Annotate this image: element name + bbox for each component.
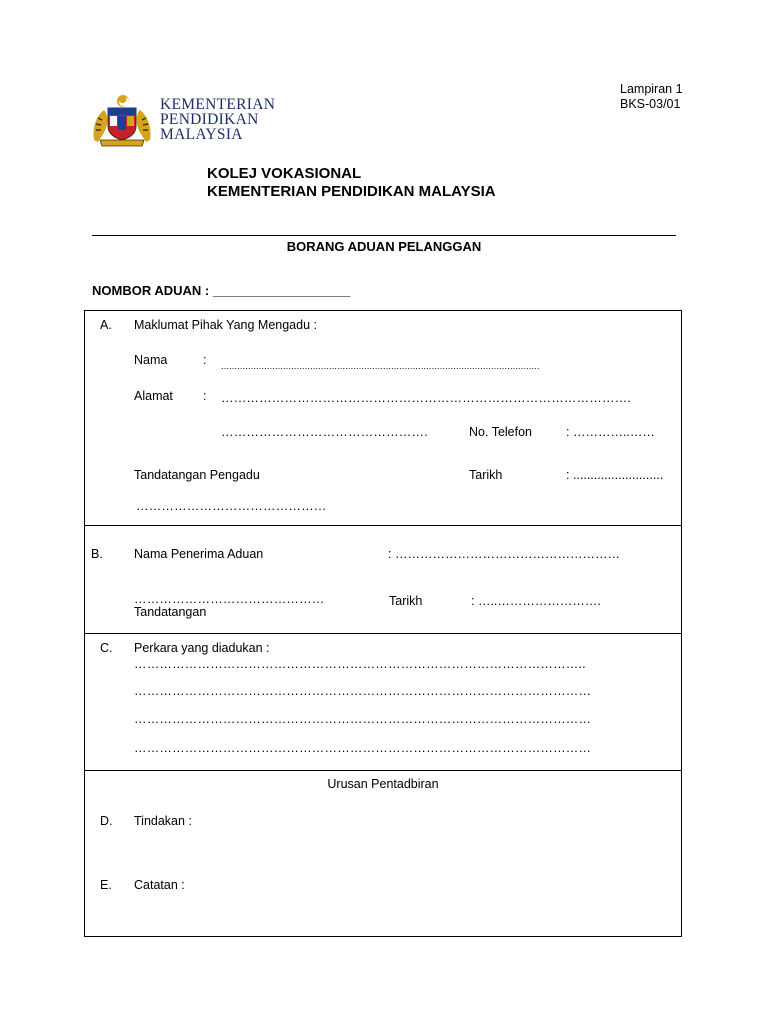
header-divider [92,235,676,236]
ministry-logo [90,92,290,148]
ministry-name: KEMENTERIAN PENDIDIKAN MALAYSIA [207,183,496,200]
section-divider-c-admin [84,770,682,771]
nama-field[interactable]: ...................................................................................................................... [221,361,540,371]
section-c-letter: C. [100,641,113,655]
penerima-label: Nama Penerima Aduan [134,547,264,561]
tandatangan-pengadu-label: Tandatangan Pengadu [134,468,260,482]
perkara-line-2[interactable]: ……………………………………………………………………………………………… [134,684,592,698]
page-heading [207,165,496,201]
admin-heading: Urusan Pentadbiran [327,777,439,791]
section-divider-bc [84,633,682,634]
section-a-heading: Maklumat Pihak Yang Mengadu : [134,318,317,332]
section-b-letter: B. [91,547,103,561]
attachment-label [620,82,683,112]
crest-icon [90,92,154,148]
section-divider-ab [84,525,682,526]
telefon-field[interactable]: : …………..…… [566,425,655,439]
alamat-field-2[interactable]: …………………………………………. [221,425,428,439]
tandatangan-pengadu-field[interactable]: ……………………………………… [136,499,327,513]
form-code: BKS-03/01 [620,97,681,111]
tarikh-b-field[interactable]: : …..……………………. [471,594,601,608]
logo-line-1: KEMENTERIAN [160,96,276,113]
alamat-colon: : [203,389,207,403]
college-name: KOLEJ VOKASIONAL [207,165,362,182]
perkara-line-1[interactable]: …………………………………………………………………………………………….. [134,657,586,671]
tarikh-a-label: Tarikh [469,468,503,482]
perkara-label: Perkara yang diadukan : [134,641,270,655]
section-a-letter: A. [100,318,112,332]
tarikh-b-label: Tarikh [389,594,423,608]
section-e-letter: E. [100,878,112,892]
ministry-logo-text [160,97,275,142]
lampiran-text: Lampiran 1 [620,82,683,96]
catatan-label: Catatan : [134,878,185,892]
penerima-field[interactable]: : ……………………………………………… [388,547,620,561]
complaint-number-field[interactable]: NOMBOR ADUAN : ___________________ [92,283,351,298]
tandatangan-penerima-field[interactable]: ……………………………………… [134,592,325,606]
logo-line-3: MALAYSIA [160,126,243,143]
logo-line-2: PENDIDIKAN [160,111,259,128]
telefon-label: No. Telefon [469,425,533,439]
section-d-letter: D. [100,814,113,828]
perkara-line-3[interactable]: ……………………………………………………………………………………………… [134,712,592,726]
tarikh-a-field[interactable]: : .......................... [566,468,664,482]
perkara-line-4[interactable]: ……………………………………………………………………………………………… [134,741,592,755]
alamat-field-1[interactable]: ……………………………………………………………………………………. [221,391,632,405]
nama-colon: : [203,353,207,367]
tindakan-label: Tindakan : [134,814,192,828]
tandatangan-penerima-label: Tandatangan [134,605,207,619]
nama-label: Nama [134,353,168,367]
form-title: BORANG ADUAN PELANGGAN [286,239,482,254]
alamat-label: Alamat [134,389,173,403]
